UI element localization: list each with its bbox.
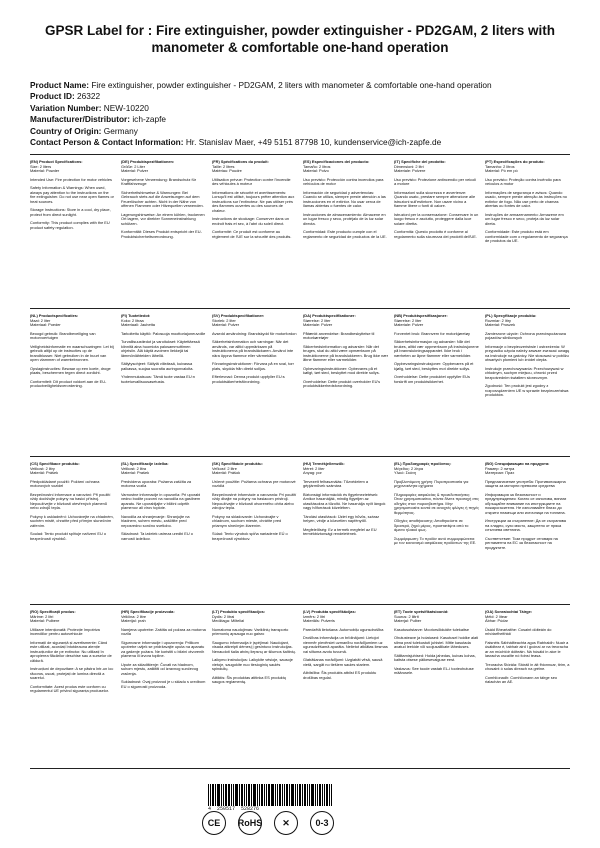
- spec-line: Drošības informācija un brīdinājumi: Lietojot vienmēr pievērsiet uzmanību norādījumiem uz ugunsdzēšamā aparāta. Nelietot atklātas liesmas vai siltuma avotu tuvumā.: [303, 635, 388, 654]
- spec-line: Istruzioni per la conservazione: Conservare in un luogo fresco e asciutto, proteggere dalla luce solare diretta.: [394, 211, 479, 226]
- spec-line: Uso previsto: Proteção contra incêndio para veículos a motor: [485, 176, 561, 186]
- language-block: [303, 610, 388, 750]
- country-of-origin: Germany: [103, 125, 138, 136]
- spec-line: Säkerhetsinformation och varningar: När det används, var alltid uppmärksam på instruktionerna på brandsläckaren. Använd inte nära öppna flammor eller värmekällor.: [212, 339, 294, 358]
- spec-line: Yhdenmukaisuus: Tämä tuote vastaa EU:n tuoteturvallisuusasetusta.: [121, 374, 195, 384]
- barcode-bar: [257, 784, 258, 806]
- spec-line: Πληροφορίες ασφαλείας & προειδοποιήσεις: Όταν χρησιμοποιείται, πάντα δίνετε προσοχή στις οδηγίες στον πυροσβεστήρα. Μην χρησιμοποιείτε κοντά σε ανοιχτές φλόγες ή πηγές θερμότητας.: [394, 491, 479, 515]
- language-block: [121, 314, 206, 454]
- spec-line: Utilizare intenționată: Protecție împotriva incendiilor pentru autovehicule: [30, 626, 100, 636]
- spec-line: Mărime: 2 litri: [30, 613, 54, 619]
- spec-line: Material: Pulver: [212, 322, 240, 327]
- spec-line: Forventet bruk: Brannvern for motorkjøretøy: [394, 330, 470, 336]
- spec-line: Instruções de armazenamento: Armazene em um lugar fresco e seco, proteja da luz solar direta.: [485, 211, 564, 226]
- spec-line: Информация за безопасност и предупреждения: Когато се използва, винаги обръщайте внимание на инструкциите на пожарогасителя. Не използвайте близо до открити пламъци или източници на топлина.: [485, 491, 567, 515]
- barcode-bar: [315, 784, 316, 806]
- spec-line: Materiaali: Jauhetta: [121, 322, 155, 327]
- barcode-left: 250517: [217, 806, 236, 812]
- compliance-icons: [202, 811, 334, 835]
- spec-line: Größe: 2 Liter: [121, 163, 146, 169]
- spec-line: Storlek: 2 liter: [212, 317, 236, 323]
- section-divider: [30, 308, 570, 309]
- spec-line: Materiał: Proszek: [485, 322, 516, 327]
- spec-line: Biztonsági információk és figyelmeztetések: Amikor használják, mindig figyeljen az utasításokra a tűzoltó. Ne használja nyílt lángok vagy hőforrások közelében.: [303, 491, 386, 510]
- language-title: (EN) Product Specifications:: [30, 160, 83, 164]
- spec-line: Megfelelőség: Ez a termék megfelel az EU termékbiztonsági rendeletének.: [303, 526, 377, 536]
- section-divider: [30, 456, 570, 457]
- barcode-bar: [279, 784, 281, 806]
- spec-line: Размер: 2 литра: [485, 465, 515, 471]
- barcode-bars: [208, 784, 333, 806]
- language-title: (ET) Toote spetsifikatsioonid:: [394, 610, 449, 614]
- variation-number: NEW-10220: [103, 102, 149, 113]
- manufacturer: ich-zapfe: [132, 114, 167, 125]
- barcode-bar: [329, 784, 330, 806]
- spec-line: Instrucțiuni de depozitare: A se păstra într-un loc răcoros, uscat, protejați de lumina directă a soarelui.: [30, 666, 114, 680]
- barcode-bar: [239, 784, 240, 806]
- language-block: [394, 160, 479, 300]
- barcode-bar: [235, 784, 238, 806]
- section-divider: [30, 154, 570, 155]
- spec-line: Material: Polvo: [303, 168, 329, 173]
- spec-line: Overholdelse: Dette produkt overholder EU's produktsikkerhedsforordning.: [303, 378, 381, 388]
- spec-line: Velikost: 2 litry: [30, 465, 55, 471]
- spec-line: Instructions de stockage: Conserver dans un endroit frais et sec, à l'abri du soleil direct.: [212, 216, 289, 226]
- spec-line: Určené použitie: Požiarna ochrana pre motorové vozidlá: [212, 478, 296, 488]
- language-title: (GA) Sonraíochtaí Táirge:: [485, 610, 533, 614]
- spec-line: Atbilstība: Šis produkts atbilst ES produktu drošības regulai.: [303, 670, 377, 680]
- spec-line: Conformidad: Este producto cumple con el reglamento de seguridad de productos de la UE.: [303, 229, 387, 239]
- language-title: (DA) Produktspecifikationer:: [303, 314, 356, 318]
- spec-line: Sicherheitshinweise & Warnungen: Bei Gebrauch stets auf die Anweisungen auf dem Feuerlöscher achten. Nicht in der Nähe von offenen Flammen oder Hitzequellen verwenden.: [121, 189, 204, 208]
- spec-line: Materiale: Pulver: [303, 322, 333, 327]
- language-title: (BG) Спецификации на продукта:: [485, 462, 550, 466]
- language-block: [30, 610, 115, 750]
- spec-line: Opslaginstructies: Bewaar op een koele, droge plaats, beschermen tegen direct zonlicht.: [30, 365, 111, 375]
- language-row: [30, 462, 570, 602]
- barcode-bar: [212, 784, 214, 806]
- language-block: [303, 160, 388, 300]
- spec-line: Υλικό: Σκόνη: [394, 470, 417, 475]
- barcode-bar: [297, 784, 298, 806]
- spec-line: Informations de sécurité et avertissements: Lorsqu'il est utilisé, toujours prêter attention aux instructions sur l'extincteur. Ne pas utiliser près des flammes ouvertes ou des sources de chaleur.: [212, 189, 295, 213]
- barcode-bar: [266, 784, 267, 806]
- spec-line: Материал: Прах: [485, 470, 515, 475]
- barcode-bar: [208, 784, 209, 806]
- language-title: (PT) Especificações do produto:: [485, 160, 545, 164]
- spec-line: Sigurnosne informacije i upozorenja: Prilikom upotrebe uvijek se pridržavajte uputa na aparatu za gašenje požara. Ne koristiti u blizini otvorenih plamena ili izvora topline.: [121, 639, 205, 658]
- contact-row: Contact Person & Contact Information: Hr. Stanislav Maer, +49 5151 87798 10, kundenservice@ich-zapfe.de: [30, 137, 442, 148]
- spec-line: Zamierzone użycie: Ochrona przeciwpożarowa pojazdów silnikowych: [485, 330, 566, 340]
- language-row: [30, 314, 570, 454]
- spec-line: Méid: 2 lítear: [485, 613, 508, 619]
- product-meta: [30, 80, 590, 148]
- spec-line: Velikost: 2 litra: [121, 465, 147, 471]
- spec-line: Medžiaga: Milteliai: [212, 618, 245, 623]
- variation-row: Variation Number: NEW-10220: [30, 102, 149, 113]
- language-title: (FI) Tuotetiedot:: [121, 314, 151, 318]
- barcode-bar: [228, 784, 230, 806]
- spec-line: Beoogd gebruik: Brandbeveiliging van motorvoertuigen: [30, 330, 96, 340]
- spec-line: Förvaringsinstruktioner: Förvara på en sval, torr plats, skydda från direkt solljus.: [212, 361, 294, 371]
- language-title: (HU) Termékjellemzők:: [303, 462, 345, 466]
- spec-line: Dimensioni: 2 litri: [394, 163, 424, 169]
- spec-line: Uso previsto: Protección contra incendios para vehículos de motor: [303, 176, 384, 186]
- language-block: [485, 462, 570, 602]
- spec-line: Pokyny na skladovanie: Uchovávajte v chladnom, suchom mieste, chráňte pred priamym slnečným žiarením.: [212, 513, 282, 528]
- language-block: [485, 314, 570, 454]
- language-block: [121, 160, 206, 300]
- barcode-bar: [331, 784, 332, 806]
- barcode-bar: [233, 784, 234, 806]
- language-title: (NB) Produktspesifikasjoner:: [394, 314, 448, 318]
- barcode-bar: [302, 784, 303, 806]
- language-title: (ES) Especificaciones del producto:: [303, 160, 370, 164]
- language-row: [30, 160, 570, 300]
- spec-line: Materijal: prah: [121, 618, 146, 623]
- spec-line: Materiál: Prášok: [212, 470, 241, 475]
- language-title: (NL) Productspecificaties:: [30, 314, 79, 318]
- spec-line: Sukladnost: Ovaj proizvod je u skladu s uredbom EU o sigurnosti proizvoda.: [121, 679, 206, 689]
- barcode-bar: [217, 784, 220, 806]
- spec-line: Instrucciones de almacenamiento: Almacene en un lugar fresco y seco, protéjalo de la luz solar directa.: [303, 211, 386, 226]
- spec-line: Storage Instructions: Store in a cool, dry place, protect from direct sunlight.: [30, 207, 111, 217]
- spec-line: Tamaño: 2 litros: [303, 163, 331, 169]
- language-block: [303, 314, 388, 454]
- barcode-bar: [295, 784, 296, 806]
- language-block: [485, 160, 570, 300]
- spec-line: Paredzētā lietošana: Automobiļu ugunsdrošība: [303, 626, 384, 632]
- spec-line: Kasutusotstarve: Mootorsõidukite tulekaitse: [394, 626, 470, 632]
- spec-line: Materiál: Prášek: [30, 470, 59, 475]
- product-id: 26322: [77, 91, 101, 102]
- spec-line: Συμμόρφωση: Το προϊόν αυτό συμμορφώνεται με τον κανονισμό ασφάλειας προϊόντων της ΕΕ.: [394, 535, 477, 545]
- spec-line: Zgodność: Ten produkt jest zgodny z rozporządzeniem UE w sprawie bezpieczeństwa produktów.: [485, 383, 569, 397]
- barcode-bar: [221, 784, 222, 806]
- barcode-bar: [223, 784, 224, 806]
- spec-line: Safety Information & Warnings: When used, always pay attention to the instructions on the fire extinguisher. Do not use near open flames or heat sources.: [30, 185, 114, 204]
- spec-line: Anyag: por: [303, 470, 322, 475]
- spec-line: Material: Pulbere: [30, 618, 60, 623]
- language-title: (FR) Spécifications du produit:: [212, 160, 269, 164]
- barcode-bar: [309, 784, 310, 806]
- spec-line: Ábhar: Púdar: [485, 618, 508, 623]
- spec-line: Laikymo instrukcijos: Laikykite vėsioje, sausoje vietoje, saugokite nuo tiesioginių saulės spindulių.: [212, 657, 293, 671]
- spec-line: Overholdelse: Dette produktet oppfyller EUs forskrift om produktsikkerhet.: [394, 374, 470, 384]
- barcode-bar: [284, 784, 285, 806]
- spec-line: Konformität: Dieses Produkt entspricht der EU-Produktsicherheitsverordnung.: [121, 229, 202, 239]
- rohs-icon: RoHS: [238, 811, 262, 835]
- section-divider: [30, 604, 570, 605]
- age-warning-icon: 0-3: [310, 811, 334, 835]
- language-title: (PL) Specyfikacje produktu:: [485, 314, 537, 318]
- spec-line: Sikkerhedsinformation og advarsler: Når det bruges, skal du altid være opmærksom på instruktionerne på brandslukkeren. Brug ikke nær åbne flammer eller varmekilder.: [303, 343, 388, 362]
- language-block: [394, 462, 479, 602]
- spec-line: Materiaal: Poeder: [30, 322, 61, 327]
- spec-line: Materiāls: Pulveris: [303, 618, 335, 623]
- language-title: (LT) Produkto specifikacijos:: [212, 610, 266, 614]
- barcode-bar: [264, 784, 265, 806]
- barcode-bar: [253, 784, 256, 806]
- barcode-bar: [215, 784, 216, 806]
- language-block: [485, 610, 570, 750]
- spec-line: Comhlíonadh: Comhlíonann an táirge seo rialachán an AE.: [485, 674, 558, 684]
- spec-line: Izmērs: 2 litri: [303, 613, 326, 619]
- spec-line: Méret: 2 liter: [303, 465, 325, 471]
- spec-line: Påtænkt anvendelse: Brandbeskyttelse til motorkøretøjer: [303, 330, 375, 340]
- spec-line: Bezpečnostné informácie a varovania: Pri použití vždy dbajte na pokyny na hasiacom prístroji. Nepoužívajte v blízkosti otvoreného ohňa alebo zdrojov tepla.: [212, 491, 297, 510]
- barcode-right: 528276: [241, 806, 260, 812]
- barcode-lead: 4: [208, 806, 212, 812]
- section-divider: [30, 768, 570, 769]
- spec-line: Säilytysohjeet: Säilytä viileässä, kuivassa paikassa, suojaa suoralta auringonvalolta.: [121, 361, 194, 371]
- spec-line: Säilitamisjuhised: Hoida jahedas, kuivas kohas, kaitsta otsese päikesevalguse eest.: [394, 652, 476, 662]
- spec-line: Material: Powder: [30, 168, 60, 173]
- product-name-row: Product Name: Fire extinguisher, powder extinguisher - PD2GAM, 2 liters with manometer & comfortable one-hand operation: [30, 80, 492, 90]
- spec-line: Bezpečnostní informace a varování: Při použití vždy dodržujte pokyny na hasicí přístroj. Nepoužívejte v blízkosti otevřených plamenů nebo zdrojů tepla.: [30, 491, 111, 510]
- spec-line: Úsáid Bheartaithe: Cosaint dóiteáin do mhótarfheithiclí: [485, 626, 552, 636]
- spec-line: Tarkoitettu käyttö: Palosuoja moottoriajoneuvoille: [121, 330, 206, 336]
- language-title: (HR) Specifikacije proizvoda:: [121, 610, 175, 614]
- barcode-bar: [248, 784, 250, 806]
- spec-line: Veiligheidsinformatie en waarschuwingen: Let bij gebruik altijd op de instructies op de brandblusser. Niet gebruiken in de buurt van open vlammen of warmtebronnen.: [30, 343, 114, 362]
- language-block: [30, 462, 115, 602]
- language-block: [121, 610, 206, 750]
- barcode-bar: [251, 784, 252, 806]
- product-name: Fire extinguisher, powder extinguisher - PD2GAM, 2 liters with manometer & comfortable one-hand operation: [91, 80, 492, 90]
- barcode-bar: [319, 784, 321, 806]
- barcode-bar: [210, 784, 211, 806]
- barcode-bar: [307, 784, 308, 806]
- spec-line: Conformité: Ce produit est conforme au règlement de l'UE sur la sécurité des produits.: [212, 229, 292, 239]
- spec-line: Lagerungshinweise: An einem kühlen, trockenen Ort lagern, vor direkter Sonneneinstrahlung schützen.: [121, 211, 205, 226]
- spec-line: Vorgesehene Verwendung: Brandschutz für Kraftfahrzeuge: [121, 176, 197, 186]
- spec-line: Faisnéis Sábháilteachta agus Rabhaidh: Nuair a úsáidtear é, tabhair aird i gcónaí ar na treoracha ar an múchtóir dóiteáin. Ná húsáid in aice le lasracha oscailte nó foinsí teasa.: [485, 639, 569, 658]
- spec-line: Materiale: Pulver: [394, 322, 424, 327]
- language-title: (IT) Specifiche del prodotto:: [394, 160, 446, 164]
- language-block: [30, 160, 115, 300]
- language-block: [121, 462, 206, 602]
- barcode-bar: [275, 784, 276, 806]
- spec-line: Προβλεπόμενη χρήση: Πυροπροστασία για μηχανοκίνητα οχήματα: [394, 478, 469, 488]
- spec-line: Tamanho: 2 litros: [485, 163, 515, 169]
- spec-line: Numatoma naudojimas: Variklinių transporto priemonių apsauga nuo gaisro: [212, 626, 289, 636]
- spec-line: Informazioni sulla sicurezza e avvertenze: Quando usato, prestare sempre attenzione alle istruzioni sull'estintore. Non usare vicino a fiamme libere o fonti di calore.: [394, 189, 476, 208]
- spec-line: Størrelse: 2 liter: [394, 317, 422, 323]
- language-title: (DE) Produktspezifikationen:: [121, 160, 175, 164]
- contact-info: Hr. Stanislav Maer, +49 5151 87798 10, kundenservice@ich-zapfe.de: [185, 137, 442, 148]
- spec-line: Soulad: Tento produkt splňuje nařízení EU o bezpečnosti výrobků.: [30, 531, 107, 541]
- barcode-bar: [259, 784, 260, 806]
- barcode-bar: [244, 784, 245, 806]
- country-row: Country of Origin: Germany: [30, 125, 138, 136]
- spec-line: Μέγεθος: 2 λίτρα: [394, 465, 424, 471]
- weee-bin-icon: ✕: [274, 811, 298, 835]
- barcode-bar: [299, 784, 301, 806]
- product-id-row: Product ID: 26322: [30, 91, 101, 102]
- barcode-bar: [277, 784, 278, 806]
- spec-line: Súlad: Tento výrobok spĺňa nariadenie EÚ o bezpečnosti výrobkov.: [212, 531, 288, 541]
- spec-line: Material: Pó em pó: [485, 168, 518, 173]
- spec-line: Съответствие: Този продукт отговаря на регламента на ЕС за безопасност на продуктите.: [485, 535, 558, 550]
- spec-line: Tervezett felhasználás: Tűzvédelem a gépjárművek számára: [303, 478, 369, 488]
- spec-line: Material: Prašek: [121, 470, 150, 475]
- spec-line: Uso previsto: Protezione antincendio per veicoli a motore: [394, 176, 476, 186]
- language-title: (SV) Produktspecifikationer:: [212, 314, 265, 318]
- language-block: [212, 160, 297, 300]
- barcode-bar: [268, 784, 270, 806]
- spec-line: Size: 2 liters: [30, 163, 52, 169]
- spec-line: Treoracha Stórála: Stóráil in áit fhionnuar, tirim, a chosaint ó solas díreach na gréine.: [485, 661, 570, 671]
- spec-line: Conformiteit: Dit product voldoet aan de EU-productveiligheidsverordening.: [30, 378, 107, 388]
- spec-line: Conformità: Questo prodotto è conforme al regolamento sulla sicurezza dei prodotti dell'UE.: [394, 229, 477, 239]
- barcode-bar: [291, 784, 294, 806]
- language-title: (CS) Specifikace produktu:: [30, 462, 80, 466]
- spec-line: Koko: 2 litraa: [121, 317, 144, 323]
- spec-line: Avsedd användning: Brandskydd för motorfordon: [212, 330, 297, 336]
- spec-line: Varnostne informacije in opozorila: Pri uporabi vedno bodite pozorni na navodila na gasilnem aparatu. Ne uporabljajte v bližini odprtih plamenov ali virov toplote.: [121, 491, 201, 510]
- spec-line: Utilisation prévue: Protection contre l'incendie des véhicules à moteur: [212, 176, 291, 186]
- spec-line: Turvallisuustiedot ja varoitukset: Käytettäessä kiinnitä aina huomiota palosammuttimen ohjeisiin. Älä käytä avoimen liekkejä tai lämmönlähteiden lähellä.: [121, 339, 200, 358]
- barcode: [208, 784, 333, 812]
- spec-line: Dydis: 2 litrai: [212, 613, 235, 619]
- spec-line: Suurus: 2 liitrit: [394, 613, 419, 619]
- spec-line: Informacje o bezpieczeństwie i ostrzeżenia: W przypadku użycia należy zawsze zwracać uwagę na instrukcje na gaśnicy. Nie stosować w pobliżu otwartych płomieni lub źródeł ciepła.: [485, 343, 570, 362]
- spec-line: Conformitate: Acest produs este conform cu regulamentul UE privind siguranța produselor.: [30, 683, 109, 693]
- spec-line: Instrukcje przechowywania: Przechowywać w chłodnym, suchym miejscu, chronić przed bezpośrednim światłem słonecznym.: [485, 365, 564, 380]
- barcode-bar: [241, 784, 243, 806]
- language-title: (EL) Προδιαγραφές προϊόντος:: [394, 462, 452, 466]
- spec-line: Intended Use: Fire protection for motor vehicles: [30, 176, 112, 182]
- spec-line: Veľkosť: 2 litre: [212, 465, 237, 471]
- spec-line: Oppbevaringsinstruksjoner: Oppbevares på et kjølig, tørt sted, beskyttes mot direkte sollys.: [394, 361, 474, 371]
- language-title: (SL) Specifikacije izdelka:: [121, 462, 169, 466]
- spec-line: Material: Pulver: [121, 168, 149, 173]
- spec-line: Conformity: This product complies with the EU product safety regulation.: [30, 220, 110, 230]
- language-block: [212, 314, 297, 454]
- language-block: [303, 462, 388, 602]
- spec-line: Předpokládané použití: Požární ochrana motorových vozidel: [30, 478, 100, 488]
- barcode-bar: [324, 784, 325, 806]
- spec-line: Informações de segurança e avisos: Quando usado, sempre preste atenção às instruções no extintor de fogo. Não use perto de chamas abertas ou fontes de calor.: [485, 189, 567, 208]
- language-block: [212, 462, 297, 602]
- spec-line: Informații de siguranță și avertismente: Când este utilizat, acordați întotdeauna atenție instrucțiunilor de pe extinctor. Nu utilizați în apropierea flăcărilor deschise sau a surselor de căldură.: [30, 639, 112, 663]
- spec-line: Materjal: Pulber: [394, 618, 422, 623]
- language-block: [394, 314, 479, 454]
- spec-line: Pokyny k uskladnění: Uchovávejte na chladném, suchém místě, chraňte před přímým slunečním zářením.: [30, 513, 114, 528]
- spec-line: Tárolási utasítások: Üzlet egy hűvös, száraz helyen, védje a közvetlen napfénytől.: [303, 513, 380, 523]
- spec-line: Skladnost: Ta izdelek ustreza uredbi EU o varnosti izdelkov.: [121, 531, 193, 541]
- barcode-bar: [246, 784, 247, 806]
- spec-line: Conformidade: Este produto está em conformidade com o regulamento de segurança de produtos da UE.: [485, 229, 568, 243]
- spec-line: Veličina: 2 litre: [121, 613, 147, 619]
- spec-line: Rozmiar: 2 litry: [485, 317, 511, 323]
- spec-line: Efterlevnad: Denna produkt uppfyller EU:s produktsäkerhetsförordning.: [212, 374, 285, 384]
- manufacturer-row: Manufacturer/Distributor: ich-zapfe: [30, 114, 167, 125]
- spec-line: Upute za skladištenje: Čuvati na hladnom, suhom mjestu, zaštititi od izravnog sunčevog zračenja.: [121, 661, 199, 676]
- barcode-bar: [225, 784, 227, 806]
- barcode-bar: [317, 784, 318, 806]
- barcode-bar: [261, 784, 263, 806]
- language-title: (RO) Specificații produs:: [30, 610, 76, 614]
- ce-mark-icon: CE: [202, 811, 226, 835]
- spec-line: Taille: 2 litres: [212, 163, 235, 169]
- spec-line: Vastavus: See toode vastab EL-i tooteohutuse määrusele.: [394, 665, 474, 675]
- language-block: [394, 610, 479, 750]
- barcode-bar: [322, 784, 323, 806]
- spec-line: Materiale: Polvere: [394, 168, 426, 173]
- language-title: (SK) Špecifikácie produktu:: [212, 462, 263, 466]
- spec-line: Sikkerhetsinformasjon og advarsler: Når det brukes, alltid vær oppmerksom på instruksjonene på brannslukningsapparatet. Ikke bruk i nærheten av åpne flammer eller varmekilder.: [394, 339, 479, 358]
- spec-line: Størrelse: 2 liter: [303, 317, 331, 323]
- spec-line: Predvidena uporaba: Požarna zaščita za motorna vozila: [121, 478, 192, 488]
- spec-line: Maat: 2 liter: [30, 317, 51, 323]
- spec-line: Información de seguridad y advertencias: Cuando se utiliza, siempre preste atención a las instrucciones en el extintor. No usar cerca de llamas abiertas o fuentes de calor.: [303, 189, 386, 208]
- barcode-bar: [271, 784, 274, 806]
- spec-line: Atitiktis: Šis produktas atitinka ES produktų saugos reglamentą.: [212, 674, 286, 684]
- spec-line: Matériau: Poudre: [212, 168, 242, 173]
- language-block: [212, 610, 297, 750]
- barcode-bar: [289, 784, 290, 806]
- spec-line: Ohutusteave ja hoiatused: Kasutusel hoidke alati silma peal tulekustuti juhistel. Mitte kasutada avatud leekide või soojusallikate läheduses.: [394, 635, 479, 649]
- language-block: [30, 314, 115, 454]
- spec-line: Opbevaringsinstruktioner: Opbevares på et køligt, tørt sted, beskyttet mod direkte sollys.: [303, 365, 380, 375]
- spec-line: Οδηγίες αποθήκευσης: Αποθηκεύστε σε δροσερό, ξηρό μέρος, προστατέψτε από το άμεσο ηλιακό φως.: [394, 518, 469, 532]
- language-row: [30, 610, 570, 750]
- spec-line: Предназначение употреба: Противопожарна защита за моторни превозни средства: [485, 478, 566, 488]
- page-title: GPSR Label for : Fire extinguisher, powder extinguisher - PD2GAM, 2 liters with manometer & comfortable one-hand operation: [44, 23, 556, 55]
- barcode-bar: [231, 784, 232, 806]
- barcode-bar: [286, 784, 288, 806]
- barcode-bar: [311, 784, 314, 806]
- barcode-bar: [282, 784, 283, 806]
- spec-line: Saugumo informacija ir įspėjimai: Naudojant, visada atkreipti dėmesį į gesintuvo instrukcijas. Nenaudoti šalia atvirų liepsnų ar šilumos šaltinių.: [212, 639, 296, 654]
- barcode-bar: [326, 784, 328, 806]
- spec-line: Namjena upotrebe: Zaštita od požara za motorna vozila: [121, 626, 206, 636]
- language-title: (LV) Produkta specifikācijas:: [303, 610, 356, 614]
- spec-line: Инструкции за съхранение: Да се съхранява на хладно, сухо място, защитено от пряка слънчева светлина.: [485, 518, 566, 532]
- barcode-bar: [304, 784, 306, 806]
- spec-line: Glabāšanas norādījumi: Uzglabāt vēsā, sausā vietā, sargāt no tiešiem saules stariem.: [303, 657, 383, 667]
- spec-line: Navodila za shranjevanje: Shranjujte na hladnem, suhem mestu, zaščitite pred neposredno sončno svetlobo.: [121, 513, 190, 528]
